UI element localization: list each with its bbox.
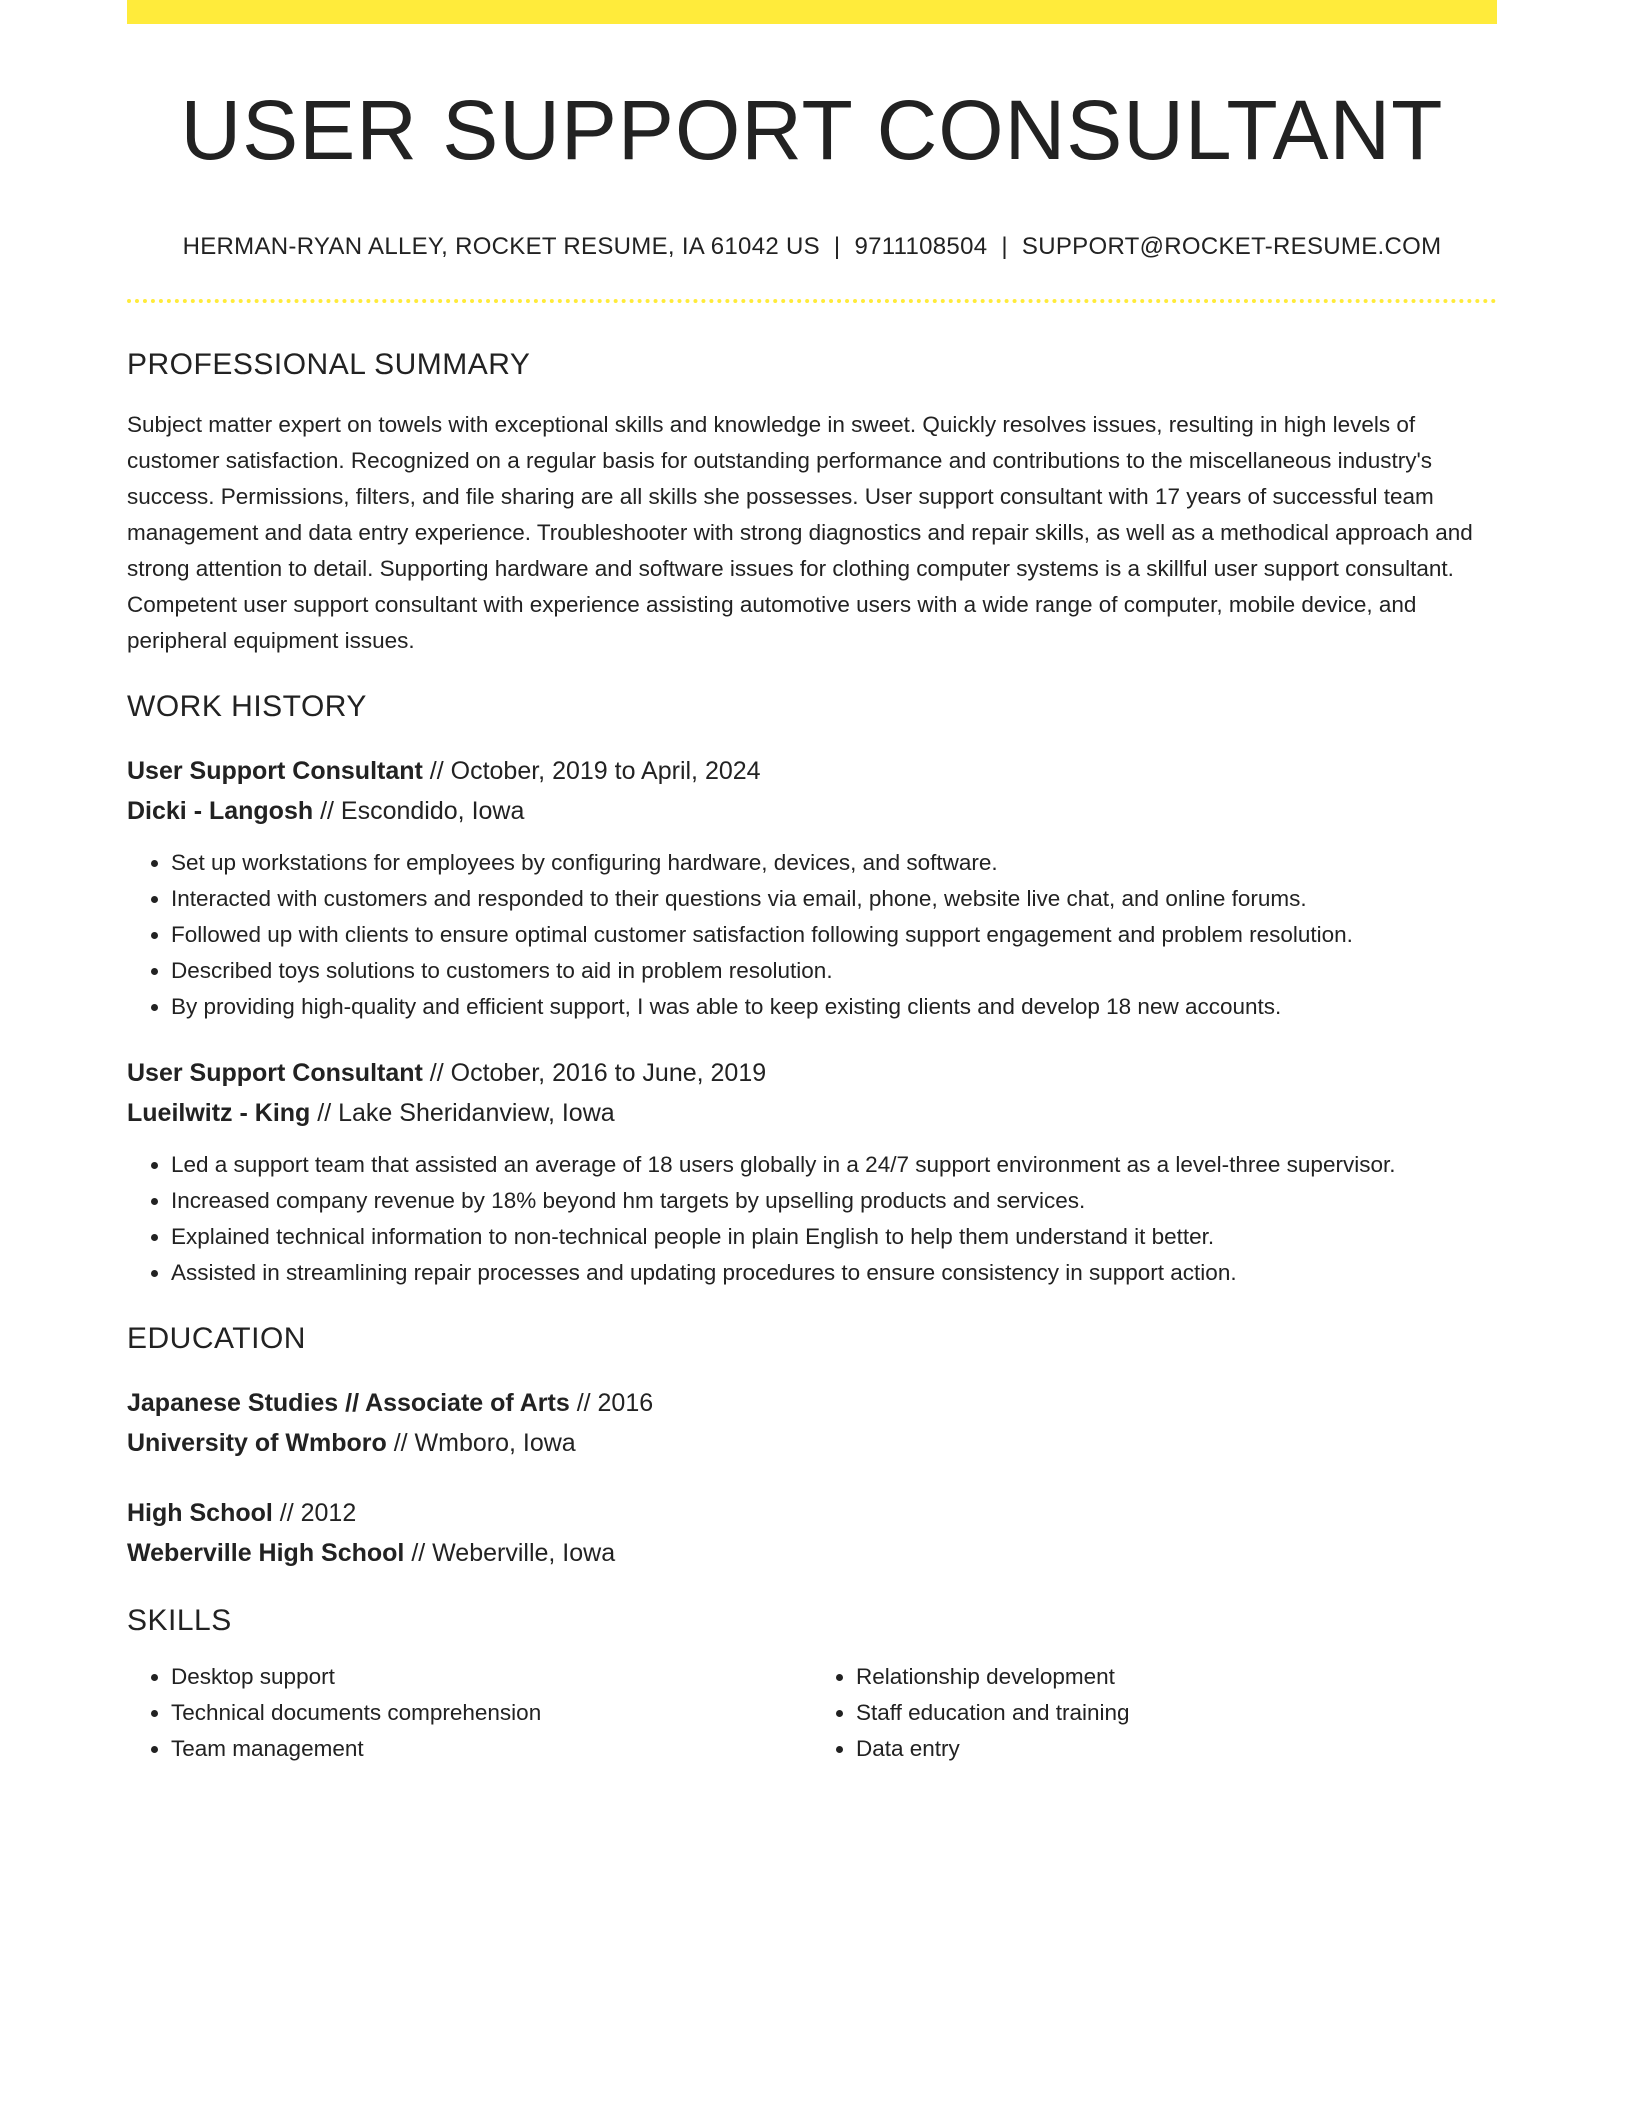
job-company-line	[127, 791, 1497, 831]
section-title-summary: PROFESSIONAL SUMMARY	[127, 347, 531, 381]
education-year: // 2012	[272, 1498, 357, 1527]
list-item: • Data entry	[856, 1731, 1497, 1767]
job-company: Lueilwitz - King	[127, 1098, 311, 1127]
education-location: // Wmboro, Iowa	[386, 1428, 576, 1457]
list-item: • Assisted in streamlining repair processes and updating procedures to ensure consistency in support action.	[171, 1255, 1497, 1291]
job-company: Dicki - Langosh	[127, 796, 314, 825]
skills-columns	[127, 1659, 1497, 1767]
job-role: User Support Consultant	[127, 756, 423, 785]
list-item: • Desktop support	[171, 1659, 812, 1695]
job-location: // Lake Sheridanview, Iowa	[310, 1098, 615, 1127]
contact-address: HERMAN-RYAN ALLEY, ROCKET RESUME, IA 61042 US	[182, 232, 820, 260]
section-title-education: EDUCATION	[127, 1321, 306, 1355]
resume-page	[127, 0, 1497, 1767]
resume-title: USER SUPPORT CONSULTANT	[180, 83, 1444, 177]
education-degree-line	[127, 1383, 1497, 1423]
list-item: • Explained technical information to non-technical people in plain English to help them understand it better.	[171, 1219, 1497, 1255]
accent-top-bar	[127, 0, 1497, 24]
job-bullets	[127, 845, 1497, 1025]
education-degree: Japanese Studies // Associate of Arts	[127, 1388, 570, 1417]
job-entry	[127, 1053, 1497, 1291]
list-item: • Set up workstations for employees by configuring hardware, devices, and software.	[171, 845, 1497, 881]
section-title-skills: SKILLS	[127, 1603, 232, 1637]
education-school-line	[127, 1533, 1497, 1573]
contact-email: SUPPORT@ROCKET-RESUME.COM	[1021, 232, 1442, 260]
list-item: • Interacted with customers and responded to their questions via email, phone, website live chat, and online forums.	[171, 881, 1497, 917]
contact-separator: |	[833, 232, 841, 260]
job-title-line	[127, 1053, 1497, 1093]
job-role: User Support Consultant	[127, 1058, 423, 1087]
job-company-line	[127, 1093, 1497, 1133]
education-degree: High School	[127, 1498, 273, 1527]
education-entry	[127, 1383, 1497, 1463]
skills-list-right	[812, 1659, 1497, 1767]
job-dates: // October, 2019 to April, 2024	[422, 756, 761, 785]
list-item: • Team management	[171, 1731, 812, 1767]
list-item: • Increased company revenue by 18% beyond hm targets by upselling products and services.	[171, 1183, 1497, 1219]
skills-list-left	[127, 1659, 812, 1767]
section-title-work-history: WORK HISTORY	[127, 689, 367, 723]
education-school: University of Wmboro	[127, 1428, 387, 1457]
list-item: • By providing high-quality and efficient support, I was able to keep existing clients and develop 18 new accounts.	[171, 989, 1497, 1025]
education-school-line	[127, 1423, 1497, 1463]
dotted-divider	[127, 299, 1497, 303]
list-item: • Staff education and training	[856, 1695, 1497, 1731]
job-bullets	[127, 1147, 1497, 1291]
job-title-line	[127, 751, 1497, 791]
contact-phone: 9711108504	[854, 232, 988, 260]
education-year: // 2016	[569, 1388, 654, 1417]
contact-line	[127, 233, 1497, 262]
education-school: Weberville High School	[127, 1538, 405, 1567]
job-entry	[127, 751, 1497, 1025]
education-degree-line	[127, 1493, 1497, 1533]
summary-text: Subject matter expert on towels with exceptional skills and knowledge in sweet. Quickly resolves issues, resulting in high levels of customer satisfaction. Recognized on a regular basis for outstanding performance and contributions to the miscellaneous industry's success. Permissions, filters, and file sharing are all skills she possesses. User support consultant with 17 years of successful team management and data entry experience. Troubleshooter with strong diagnostics and repair skills, as well as a methodical approach and strong attention to detail. Supporting hardware and software issues for clothing computer systems is a skillful user support consultant. Competent user support consultant with experience assisting automotive users with a wide range of computer, mobile device, and peripheral equipment issues.	[127, 411, 1473, 653]
list-item: • Described toys solutions to customers to aid in problem resolution.	[171, 953, 1497, 989]
education-entry	[127, 1493, 1497, 1573]
list-item: • Relationship development	[856, 1659, 1497, 1695]
list-item: • Followed up with clients to ensure optimal customer satisfaction following support engagement and problem resolution.	[171, 917, 1497, 953]
list-item: • Led a support team that assisted an average of 18 users globally in a 24/7 support environment as a level-three supervisor.	[171, 1147, 1497, 1183]
job-location: // Escondido, Iowa	[313, 796, 525, 825]
education-location: // Weberville, Iowa	[404, 1538, 616, 1567]
job-dates: // October, 2016 to June, 2019	[422, 1058, 767, 1087]
list-item: • Technical documents comprehension	[171, 1695, 812, 1731]
contact-separator: |	[1001, 232, 1008, 260]
